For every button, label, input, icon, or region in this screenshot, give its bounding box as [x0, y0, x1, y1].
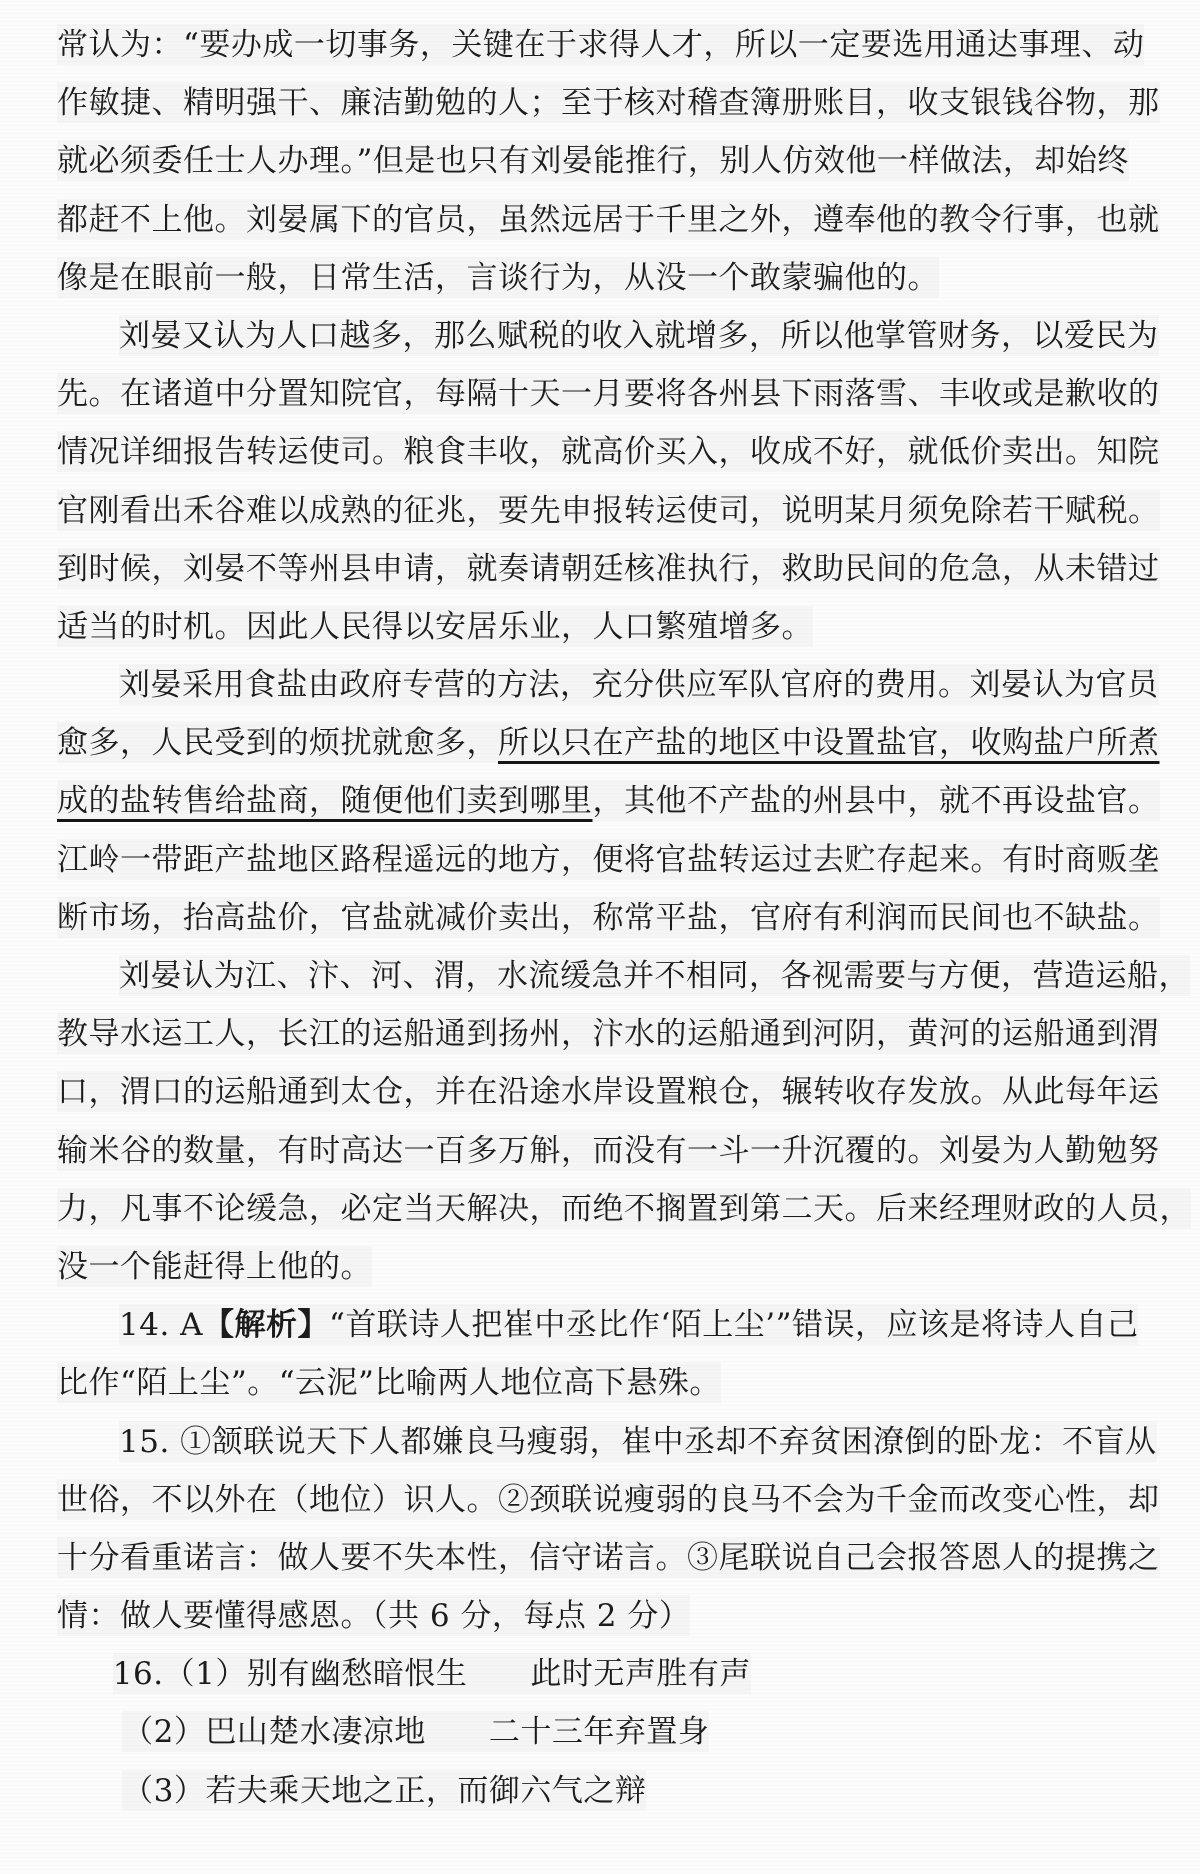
- text-line: [57, 1529, 1158, 1587]
- text-segment: （2）巴山楚水凄凉地 二十三年弃置身: [122, 1711, 709, 1752]
- text-line: [57, 423, 1158, 481]
- text-segment: 就必须委任士人办理。”但是也只有刘晏能推行，别人仿效他一样做法，却始终: [57, 140, 1129, 181]
- text-segment: 口，渭口的运船通到太仓，并在沿途水岸设置粮仓，辗转收存发放。从此每年运: [57, 1071, 1160, 1112]
- text-line: [57, 1645, 1158, 1703]
- text-line: [57, 540, 1158, 598]
- text-segment: 刘晏又认为人口越多，那么赋税的收入就增多，所以他掌管财务，以爱民为: [119, 315, 1159, 356]
- text-segment: 比作“陌上尘”。“云泥”比喻两人地位高下悬殊。: [57, 1362, 721, 1403]
- text-line: [57, 16, 1158, 74]
- text-segment: 作敏捷、精明强干、廉洁勤勉的人；至于核对稽查簿册账目，收支银钱谷物，那: [57, 82, 1160, 123]
- text-segment: 愈多，人民受到的烦扰就愈多，: [57, 722, 498, 763]
- document-body: [57, 16, 1191, 1820]
- underlined-text-segment: 所以只在产盐的地区中设置盐官，收购盐户所煮: [498, 722, 1160, 763]
- text-segment: 断市场，抬高盐价，官盐就减价卖出，称常平盐，官府有利润而民间也不缺盐。: [57, 897, 1160, 938]
- text-line: [57, 656, 1158, 714]
- text-line: [57, 1587, 1158, 1645]
- text-line: [57, 191, 1158, 249]
- text-segment: 16.（1）别有幽愁暗恨生 此时无声胜有声: [113, 1653, 751, 1694]
- text-line: [57, 249, 1158, 307]
- text-segment: 适当的时机。因此人民得以安居乐业，人口繁殖增多。: [57, 606, 813, 647]
- underlined-text-segment: 成的盐转售给盐商，随便他们卖到哪里: [57, 780, 593, 821]
- text-segment: 14. A: [119, 1304, 203, 1345]
- text-segment: 没一个能赶得上他的。: [57, 1246, 372, 1287]
- text-segment: 情况详细报告转运使司。粮食丰收，就高价买入，收成不好，就低价卖出。知院: [57, 431, 1160, 472]
- text-segment: 教导水运工人，长江的运船通到扬州，汴水的运船通到河阴，黄河的运船通到渭: [57, 1013, 1160, 1054]
- text-segment: 常认为：“要办成一切事务，关键在于求得人才，所以一定要选用通达事理、动: [57, 24, 1144, 65]
- text-line: [57, 1413, 1158, 1471]
- text-segment: 刘晏采用食盐由政府专营的方法，充分供应军队官府的费用。刘晏认为官员: [119, 664, 1159, 705]
- text-line: [57, 307, 1158, 365]
- text-line: [57, 947, 1190, 1005]
- text-segment: 江岭一带距产盐地区路程遥远的地方，便将官盐转运过去贮存起来。有时商贩垄: [57, 839, 1160, 880]
- text-line: [57, 482, 1158, 540]
- text-segment: 先。在诸道中分置知院官，每隔十天一月要将各州县下雨落雪、丰收或是歉收的: [57, 373, 1160, 414]
- text-line: [57, 1063, 1158, 1121]
- text-line: [57, 365, 1158, 423]
- text-segment: 【解析】: [203, 1304, 329, 1345]
- text-line: [57, 1762, 1158, 1820]
- text-segment: 像是在眼前一般，日常生活，言谈行为，从没一个敢蒙骗他的。: [57, 257, 939, 298]
- text-line: [57, 1703, 1158, 1761]
- text-segment: 15. ①颔联说天下人都嫌良马瘦弱，崔中丞却不弃贫困潦倒的卧龙：不盲从: [119, 1421, 1157, 1462]
- text-segment: “首联诗人把崔中丞比作‘陌上尘’”错误，应该是将诗人自己: [329, 1304, 1138, 1345]
- text-segment: 力，凡事不论缓急，必定当天解决，而绝不搁置到第二天。后来经理财政的人员，: [57, 1188, 1191, 1229]
- text-line: [57, 1122, 1158, 1180]
- text-line: [57, 1296, 1158, 1354]
- text-segment: 官刚看出禾谷难以成熟的征兆，要先申报转运使司，说明某月须免除若干赋税。: [57, 490, 1160, 531]
- text-line: [57, 74, 1158, 132]
- text-line: [57, 1180, 1191, 1238]
- text-line: [57, 772, 1158, 830]
- text-segment: 世俗，不以外在（地位）识人。②颈联说瘦弱的良马不会为千金而改变心性，却: [57, 1479, 1160, 1520]
- text-segment: 情：做人要懂得感恩。（共 6 分，每点 2 分）: [57, 1595, 690, 1636]
- text-line: [57, 889, 1158, 947]
- text-line: [57, 831, 1158, 889]
- text-segment: 到时候，刘晏不等州县申请，就奏请朝廷核准执行，救助民间的危急，从未错过: [57, 548, 1160, 589]
- text-segment: 都赶不上他。刘晏属下的官员，虽然远居于千里之外，遵奉他的教令行事，也就: [57, 199, 1160, 240]
- text-segment: 输米谷的数量，有时高达一百多万斛，而没有一斗一升沉覆的。刘晏为人勤勉努: [57, 1130, 1160, 1171]
- text-segment: ，其他不产盐的州县中，就不再设盐官。: [593, 780, 1160, 821]
- text-segment: 刘晏认为江、汴、河、渭，水流缓急并不相同，各视需要与方便，营造运船，: [119, 955, 1190, 996]
- text-line: [57, 1354, 1158, 1412]
- text-line: [57, 1471, 1158, 1529]
- text-line: [57, 1005, 1158, 1063]
- text-line: [57, 1238, 1158, 1296]
- text-segment: 十分看重诺言：做人要不失本性，信守诺言。③尾联说自己会报答恩人的提携之: [57, 1537, 1160, 1578]
- text-line: [57, 598, 1158, 656]
- text-line: [57, 714, 1158, 772]
- text-segment: （3）若夫乘天地之正，而御六气之辩: [122, 1770, 646, 1811]
- text-line: [57, 132, 1158, 190]
